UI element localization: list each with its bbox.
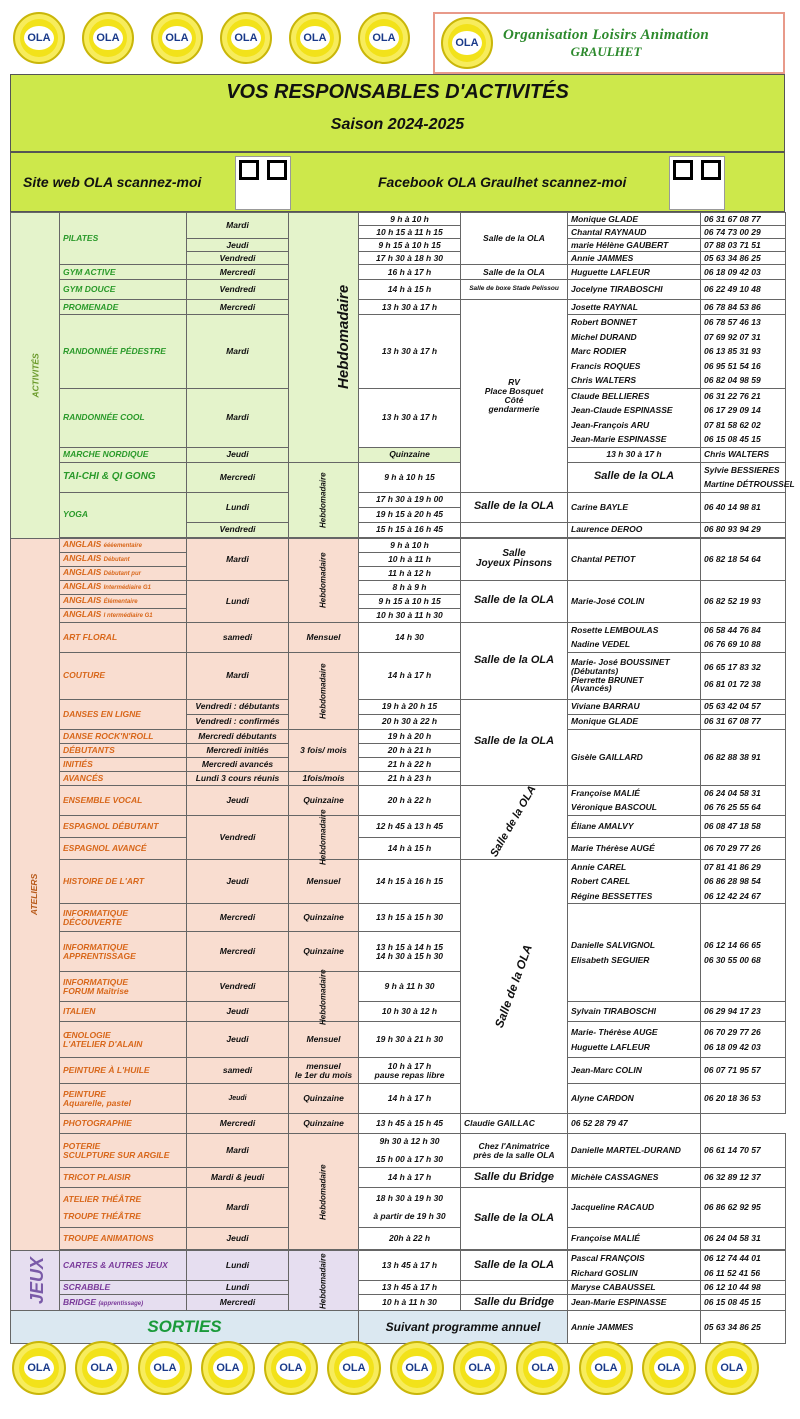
frequency: Hebdomadaire	[289, 1251, 359, 1311]
responsible-list: Sylvie BESSIERES Martine DÉTROUSSEL	[701, 462, 786, 492]
time: 18 h 30 à 19 h 30 à partir de 19 h 30	[359, 1188, 461, 1228]
time: 19 h à 20 h	[359, 729, 461, 743]
ola-logo: OLA	[358, 12, 410, 64]
phone: 06 24 04 58 31	[701, 1228, 786, 1250]
phone-list: 07 81 41 86 29 06 86 28 98 54 06 12 42 24 67	[701, 859, 786, 904]
responsible: Chantal PETIOT	[568, 538, 701, 580]
responsible: Marie-José COLIN	[568, 580, 701, 622]
ola-logo: OLA	[579, 1341, 633, 1395]
activity-name: PROMENADE	[60, 300, 187, 315]
time: 13 h 15 à 14 h 15 14 h 30 à 15 h 30	[359, 932, 461, 972]
phone: 06 40 14 98 81	[701, 492, 786, 522]
qr-facebook-label: Facebook OLA Graulhet scannez-moi	[378, 174, 627, 190]
ola-logo: OLA	[12, 1341, 66, 1395]
activity-name: PILATES	[60, 213, 187, 265]
responsible: Claudie GAILLAC	[461, 1114, 568, 1134]
activity-name: ANGLAIS Élémentaire	[60, 594, 187, 608]
day: Vendredi	[187, 522, 289, 537]
responsible-list: Rosette LEMBOULAS Nadine VEDEL	[568, 622, 701, 652]
place: Chez l'Animatrice près de la salle OLA	[461, 1134, 568, 1168]
day: Mercredi avancés	[187, 757, 289, 771]
activity-name: TAI-CHI & QI GONG	[60, 462, 187, 492]
ola-logo: OLA	[453, 1341, 507, 1395]
day: Mercredi	[187, 462, 289, 492]
activity-name: ANGLAIS éééementaire	[60, 538, 187, 552]
time: 21 h à 22 h	[359, 757, 461, 771]
ola-logo: OLA	[13, 12, 65, 64]
responsible: Danielle MARTEL-DURAND	[568, 1134, 701, 1168]
time: 12 h 45 à 13 h 45	[359, 815, 461, 837]
day: Jeudi	[187, 1228, 289, 1250]
activity-name: HISTOIRE DE L'ART	[60, 859, 187, 904]
time: 14 h à 17 h	[359, 1084, 461, 1114]
day: Mardi	[187, 388, 289, 447]
day: Vendredi	[187, 280, 289, 300]
activity-name: INFORMATIQUE FORUM Maîtrise	[60, 972, 187, 1002]
day: Vendredi	[187, 815, 289, 859]
ola-logo: OLA	[220, 12, 272, 64]
phone: 06 31 67 08 77	[701, 714, 786, 729]
time: 17 h 30 à 19 h 00	[359, 492, 461, 507]
place-rv: RV Place Bosquet Côté gendarmerie	[461, 300, 568, 493]
responsible-list: Françoise MALIÉ Véronique BASCOUL	[568, 785, 701, 815]
brand-name: Organisation Loisirs Animation	[503, 26, 710, 43]
frequency: 3 fois/ mois	[289, 729, 359, 771]
time: 14 h à 15 h	[359, 837, 461, 859]
time: 17 h 30 à 18 h 30	[359, 252, 461, 265]
place: Salle du Bridge	[461, 1168, 568, 1188]
ola-logo: OLA	[151, 12, 203, 64]
time: 10 h 30 à 12 h	[359, 1002, 461, 1022]
ola-logo: OLA	[138, 1341, 192, 1395]
phone: 06 80 93 94 29	[701, 522, 786, 537]
page-header	[10, 74, 785, 152]
phone: 05 63 34 86 25	[701, 252, 786, 265]
phone-list: 06 31 22 76 21 06 17 29 09 14 07 81 58 62 02 06 15 08 45 15	[701, 388, 786, 447]
phone-list: 06 65 17 83 32 06 81 01 72 38	[701, 652, 786, 699]
day: Lundi	[187, 492, 289, 522]
responsible-list: Danielle SALVIGNOL Elisabeth SEGUIER	[568, 904, 701, 1002]
phone: 05 63 42 04 57	[701, 699, 786, 714]
phone-list: 06 12 14 66 65 06 30 55 00 68	[701, 904, 786, 1002]
time: 13 h 45 à 17 h	[359, 1281, 461, 1295]
responsible-list: Robert BONNET Michel DURAND Marc RODIER Francis ROQUES Chris WALTERS	[568, 315, 701, 389]
qr-bar	[10, 152, 785, 212]
phone: 06 78 84 53 86	[701, 300, 786, 315]
time: 13 h 45 à 17 h	[359, 1251, 461, 1281]
activity-name: RANDONNÉE PÉDESTRE	[60, 315, 187, 389]
place: Salle de la OLA	[461, 859, 568, 1114]
time: 13 h 30 à 17 h	[359, 315, 461, 389]
activity-name: ANGLAIS Intermédiaire G1	[60, 580, 187, 594]
qr-web-label: Site web OLA scannez-moi	[23, 174, 202, 190]
activity-name: ŒNOLOGIE L'ATELIER D'ALAIN	[60, 1022, 187, 1058]
day: Vendredi : confirmés	[187, 714, 289, 729]
time: 9 h à 10 h	[359, 538, 461, 552]
activity-name: COUTURE	[60, 652, 187, 699]
responsible: Viviane BARRAU	[568, 699, 701, 714]
frequency: Hebdomadaire	[289, 538, 359, 622]
phone: 06 86 62 92 95	[701, 1188, 786, 1228]
frequency: Mensuel	[289, 622, 359, 652]
frequency: Mensuel	[289, 1022, 359, 1058]
day: Lundi	[187, 1251, 289, 1281]
category-activites: ACTIVITÉS	[11, 213, 60, 539]
time: 14 h 15 à 16 h 15	[359, 859, 461, 904]
activity-name: POTERIE SCULPTURE SUR ARGILE	[60, 1134, 187, 1168]
time: 13 h 15 à 15 h 30	[359, 904, 461, 932]
activity-name: ANGLAIS Débutant pur	[60, 566, 187, 580]
responsible: Jean-Marc COLIN	[568, 1058, 701, 1084]
day: Lundi 3 cours réunis	[187, 771, 289, 785]
responsible: Jocelyne TIRABOSCHI	[568, 280, 701, 300]
time: 20 h à 21 h	[359, 743, 461, 757]
place: Salle du Bridge	[461, 1295, 568, 1311]
activity-name: INITIÉS	[60, 757, 187, 771]
responsible: Laurence DEROO	[568, 522, 701, 537]
activity-name: TROUPE ANIMATIONS	[60, 1228, 187, 1250]
frequency: Quinzaine	[289, 1084, 359, 1114]
place: Salle Joyeux Pinsons	[461, 538, 568, 580]
day: Jeudi	[187, 447, 289, 462]
phone: 06 08 47 18 58	[701, 815, 786, 837]
responsible: Chris WALTERS	[701, 447, 786, 462]
frequency: 1fois/mois	[289, 771, 359, 785]
ola-logo: OLA	[642, 1341, 696, 1395]
phone: 06 82 52 19 93	[701, 580, 786, 622]
day: Mercredi	[187, 265, 289, 280]
frequency: Quinzaine	[289, 932, 359, 972]
time: 9h 30 à 12 h 30 15 h 00 à 17 h 30	[359, 1134, 461, 1168]
qr-code-web[interactable]	[235, 156, 291, 210]
day: Vendredi	[187, 972, 289, 1002]
responsible-list: Claude BELLIERES Jean-Claude ESPINASSE Jean-François ARU Jean-Marie ESPINASSE	[568, 388, 701, 447]
day: Mardi	[187, 315, 289, 389]
responsible: marie Hélène GAUBERT	[568, 239, 701, 252]
day: Mardi	[187, 1134, 289, 1168]
responsible: Françoise MALIÉ	[568, 1228, 701, 1250]
place: Salle de la OLA	[461, 265, 568, 280]
time: 15 h 15 à 16 h 45	[359, 522, 461, 537]
responsible: Chantal RAYNAUD	[568, 226, 701, 239]
day: samedi	[187, 1058, 289, 1084]
time: 9 h à 10 h 15	[359, 462, 461, 492]
bottom-logo-row	[12, 1341, 759, 1395]
day: Lundi	[187, 1281, 289, 1295]
phone-list: 06 12 74 44 01 06 11 52 41 56	[701, 1251, 786, 1281]
frequency: mensuel le 1er du mois	[289, 1058, 359, 1084]
phone: 06 29 94 17 23	[701, 1002, 786, 1022]
frequency: Quinzaine	[289, 904, 359, 932]
place: Salle de la OLA	[461, 213, 568, 265]
time: 11 h à 12 h	[359, 566, 461, 580]
responsible: Josette RAYNAL	[568, 300, 701, 315]
time: 9 h 15 à 10 h 15	[359, 239, 461, 252]
day: Vendredi : débutants	[187, 699, 289, 714]
phone: 06 22 49 10 48	[701, 280, 786, 300]
phone: 07 88 03 71 51	[701, 239, 786, 252]
frequency: Hebdomadaire	[289, 815, 359, 859]
place: Salle de la OLA	[461, 785, 568, 859]
responsible: Jacqueline RACAUD	[568, 1188, 701, 1228]
day: Mercredi	[187, 1295, 289, 1311]
ola-logo: OLA	[441, 17, 493, 69]
time: 14 h à 17 h	[359, 1168, 461, 1188]
time: 9 h à 11 h 30	[359, 972, 461, 1002]
phone: 06 20 18 36 53	[701, 1084, 786, 1114]
phone: 06 82 18 54 64	[701, 538, 786, 580]
activity-name: MARCHE NORDIQUE	[60, 447, 187, 462]
activity-name: ESPAGNOL DÉBUTANT	[60, 815, 187, 837]
day: Mardi	[187, 538, 289, 580]
time: 13 h 30 à 17 h	[359, 300, 461, 315]
responsible-list: Marie- José BOUSSINET (Débutants) Pierrette BRUNET (Avancés)	[568, 652, 701, 699]
frequency: Quinzaine	[289, 1114, 359, 1134]
day: samedi	[187, 622, 289, 652]
phone: 06 07 71 95 57	[701, 1058, 786, 1084]
page-title: VOS RESPONSABLES D'ACTIVITÉS	[226, 81, 569, 103]
time: 8 h à 9 h	[359, 580, 461, 594]
activity-name: DANSES EN LIGNE	[60, 699, 187, 729]
place: Salle de la OLA	[461, 580, 568, 622]
season-label: Saison 2024-2025	[330, 116, 465, 133]
day: Mercredi initiés	[187, 743, 289, 757]
category-jeux: JEUX	[11, 1251, 60, 1311]
activity-name: DÉBUTANTS	[60, 743, 187, 757]
activity-name: RANDONNÉE COOL	[60, 388, 187, 447]
day: Jeudi	[187, 785, 289, 815]
day: Mardi	[187, 213, 289, 239]
day: Jeudi	[187, 1084, 289, 1114]
day: Mercredi	[187, 932, 289, 972]
time: 10 h 15 à 11 h 15	[359, 226, 461, 239]
activity-name: PEINTURE Aquarelle, pastel	[60, 1084, 187, 1114]
activity-name: ITALIEN	[60, 1002, 187, 1022]
responsible: Carine BAYLE	[568, 492, 701, 522]
time: 13 h 30 à 17 h	[359, 388, 461, 447]
time: 10 h à 11 h 30	[359, 1295, 461, 1311]
responsible: Annie JAMMES	[568, 1311, 701, 1344]
responsible: Marie Thérèse AUGÉ	[568, 837, 701, 859]
responsible-list: Marie- Thérèse AUGE Huguette LAFLEUR	[568, 1022, 701, 1058]
time: 20h à 22 h	[359, 1228, 461, 1250]
activity-name: ENSEMBLE VOCAL	[60, 785, 187, 815]
responsible-list: Annie CAREL Robert CAREL Régine BESSETTES	[568, 859, 701, 904]
place: Salle de la OLA	[461, 1188, 568, 1250]
activity-name: AVANCÉS	[60, 771, 187, 785]
responsible: Michèle CASSAGNES	[568, 1168, 701, 1188]
time: 10 h à 17 h pause repas libre	[359, 1058, 461, 1084]
sorties-note: Suivant programme annuel	[359, 1311, 568, 1344]
time: 19 h 15 à 20 h 45	[359, 507, 461, 522]
activity-name: ANGLAIS Débutant	[60, 552, 187, 566]
responsible: Monique GLADE	[568, 714, 701, 729]
activity-name: GYM DOUCE	[60, 280, 187, 300]
day: Mardi & jeudi	[187, 1168, 289, 1188]
responsible: Alyne CARDON	[568, 1084, 701, 1114]
place: Salle de boxe Stade Pelissou	[461, 280, 568, 300]
responsible: Monique GLADE	[568, 213, 701, 226]
activity-name: ART FLORAL	[60, 622, 187, 652]
time: 9 h 15 à 10 h 15	[359, 594, 461, 608]
category-sorties: SORTIES	[11, 1311, 359, 1344]
phone: 06 18 09 42 03	[701, 265, 786, 280]
responsible: Maryse CABAUSSEL	[568, 1281, 701, 1295]
time: 10 h à 11 h	[359, 552, 461, 566]
frequency: Quinzaine	[289, 785, 359, 815]
day: Vendredi	[187, 252, 289, 265]
ola-logo: OLA	[289, 12, 341, 64]
responsible: Gisèle GAILLARD	[568, 729, 701, 785]
time: 16 h à 17 h	[359, 265, 461, 280]
responsible-list: Pascal FRANÇOIS Richard GOSLIN	[568, 1251, 701, 1281]
day: Mardi	[187, 652, 289, 699]
ola-logo: OLA	[75, 1341, 129, 1395]
time: 20 h 30 à 22 h	[359, 714, 461, 729]
day: Mardi	[187, 1188, 289, 1228]
phone: 06 61 14 70 57	[701, 1134, 786, 1168]
activity-name: SCRABBLE	[60, 1281, 187, 1295]
day: Jeudi	[187, 1002, 289, 1022]
time: 13 h 45 à 15 h 45	[359, 1114, 461, 1134]
ola-logo: OLA	[82, 12, 134, 64]
phone: 06 32 89 12 37	[701, 1168, 786, 1188]
activity-name: PHOTOGRAPHIE	[60, 1114, 187, 1134]
activity-name: PEINTURE À L'HUILE	[60, 1058, 187, 1084]
day: Jeudi	[187, 859, 289, 904]
activity-name: INFORMATIQUE APPRENTISSAGE	[60, 932, 187, 972]
responsible: Sylvain TIRABOSCHI	[568, 1002, 701, 1022]
frequency: Hebdomadaire	[289, 213, 359, 463]
frequency: Hebdomadaire	[289, 972, 359, 1022]
activity-name: ANGLAIS I ntermédiaire G1	[60, 608, 187, 622]
responsible: Éliane AMALVY	[568, 815, 701, 837]
place: Salle de la OLA	[461, 622, 568, 699]
time: 13 h 30 à 17 h	[568, 447, 701, 462]
activity-name: GYM ACTIVE	[60, 265, 187, 280]
day: Jeudi	[187, 1022, 289, 1058]
phone: 05 63 34 86 25	[701, 1311, 786, 1344]
day: Mercredi débutants	[187, 729, 289, 743]
ola-logo: OLA	[705, 1341, 759, 1395]
phone: 06 12 10 44 98	[701, 1281, 786, 1295]
activity-name: TRICOT PLAISIR	[60, 1168, 187, 1188]
phone: 06 70 29 77 26	[701, 837, 786, 859]
phone-list: 06 58 44 76 84 06 76 69 10 88	[701, 622, 786, 652]
activities-table	[10, 212, 795, 1344]
time: 9 h à 10 h	[359, 213, 461, 226]
time: 14 h à 17 h	[359, 652, 461, 699]
activity-name: INFORMATIQUE DÉCOUVERTE	[60, 904, 187, 932]
time: 19 h à 20 h 15	[359, 699, 461, 714]
frequency: Quinzaine	[359, 447, 461, 462]
top-logo-row	[13, 12, 410, 64]
phone-list: 06 24 04 58 31 06 76 25 55 64	[701, 785, 786, 815]
activity-name: ESPAGNOL AVANCÉ	[60, 837, 187, 859]
phone: 06 15 08 45 15	[701, 1295, 786, 1311]
time: 21 h à 23 h	[359, 771, 461, 785]
time: 20 h à 22 h	[359, 785, 461, 815]
place: Salle de la OLA	[568, 462, 701, 492]
place: Salle de la OLA	[461, 699, 568, 785]
qr-code-facebook[interactable]	[669, 156, 725, 210]
phone-list: 06 78 57 46 13 07 69 92 07 31 06 13 85 31 93 06 95 51 54 16 06 82 04 98 59	[701, 315, 786, 389]
brand-city: GRAULHET	[570, 43, 642, 59]
responsible: Huguette LAFLEUR	[568, 265, 701, 280]
category-ateliers: ATELIERS	[11, 538, 60, 1251]
phone: 06 82 88 38 91	[701, 729, 786, 785]
time: 14 h à 15 h	[359, 280, 461, 300]
ola-logo: OLA	[327, 1341, 381, 1395]
activity-name: BRIDGE (apprentissage)	[60, 1295, 187, 1311]
activity-name: YOGA	[60, 492, 187, 537]
frequency: Hebdomadaire	[289, 1134, 359, 1250]
place: Salle de la OLA	[461, 492, 568, 522]
brand-banner	[433, 12, 785, 74]
place: Salle de la OLA	[461, 1251, 568, 1281]
frequency: Mensuel	[289, 859, 359, 904]
activity-name: ATELIER THÉÂTRE TROUPE THÉÂTRE	[60, 1188, 187, 1228]
day: Mercredi	[187, 1114, 289, 1134]
day: Lundi	[187, 580, 289, 622]
frequency: Hebdomadaire	[289, 652, 359, 729]
day: Jeudi	[187, 239, 289, 252]
activity-name: CARTES & AUTRES JEUX	[60, 1251, 187, 1281]
phone-list: 06 70 29 77 26 06 18 09 42 03	[701, 1022, 786, 1058]
ola-logo: OLA	[201, 1341, 255, 1395]
responsible: Jean-Marie ESPINASSE	[568, 1295, 701, 1311]
phone: 06 52 28 79 47	[568, 1114, 701, 1134]
phone: 06 74 73 00 29	[701, 226, 786, 239]
ola-logo: OLA	[516, 1341, 570, 1395]
day: Mercredi	[187, 904, 289, 932]
ola-logo: OLA	[264, 1341, 318, 1395]
responsible: Annie JAMMES	[568, 252, 701, 265]
ola-logo: OLA	[390, 1341, 444, 1395]
activity-name: DANSE ROCK'N'ROLL	[60, 729, 187, 743]
day: Mercredi	[187, 300, 289, 315]
time: 14 h 30	[359, 622, 461, 652]
time: 19 h 30 à 21 h 30	[359, 1022, 461, 1058]
frequency: Hebdomadaire	[289, 462, 359, 537]
time: 10 h 30 à 11 h 30	[359, 608, 461, 622]
phone: 06 31 67 08 77	[701, 213, 786, 226]
